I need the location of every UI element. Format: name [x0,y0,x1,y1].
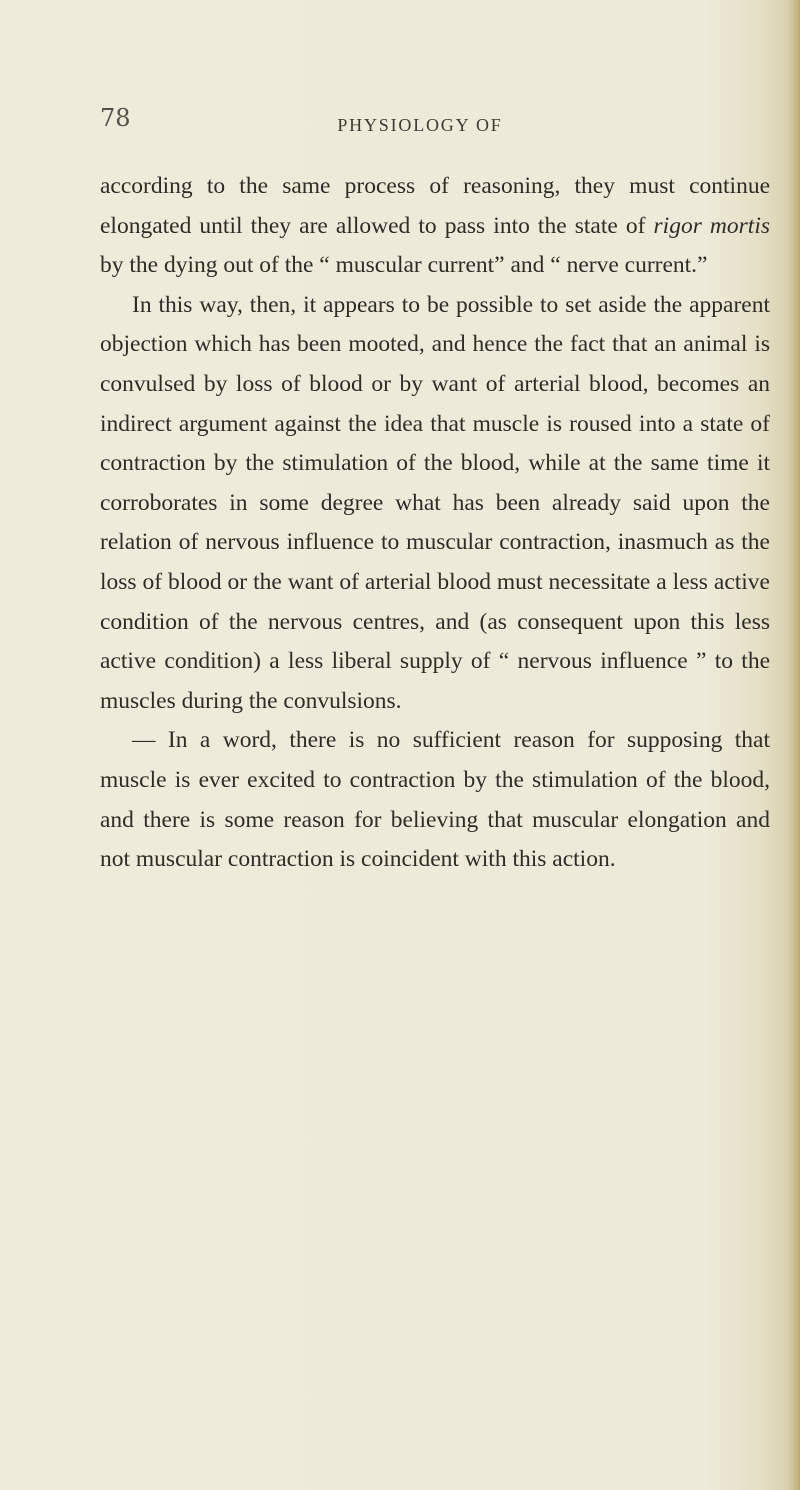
paragraph-1-part-a: according to the same process of reasoning, they must continue elongated until they are allowed to pass into the state of [100,173,770,239]
paragraph-1 [100,167,770,286]
paragraph-1-part-b: by the dying out of the “ muscular current” and “ nerve current.” [100,252,708,279]
page-number: 78 [100,104,131,132]
paragraph-1-italic-term: rigor mortis [653,212,771,239]
paragraph-3: — In a word, there is no sufficient reason for supposing that muscle is ever excited to contraction by the stimulation of the blood, and there is some reason for believing that muscular elongation and not muscular contraction is coincident with this action. [100,727,770,873]
page-edge-shading [786,0,800,1490]
running-head: PHYSIOLOGY OF [337,115,503,135]
body-text [100,167,770,880]
paragraph-2: In this way, then, it appears to be possible to set aside the apparent objection which has been mooted, and hence the fact that an animal is convulsed by loss of blood or by want of arterial blood, becomes an indirect argument against the idea that muscle is roused into a state of contraction by the stimulation of the blood, while at the same time it corroborates in some degree what has been already said upon the relation of nervous influence to muscular contraction, inasmuch as the loss of blood or the want of arterial blood must necessitate a less active condition of the nervous centres, and (as consequent upon this less active condition) a less liberal supply of “ nervous influence ” to the muscles during the convulsions. [100,291,770,714]
